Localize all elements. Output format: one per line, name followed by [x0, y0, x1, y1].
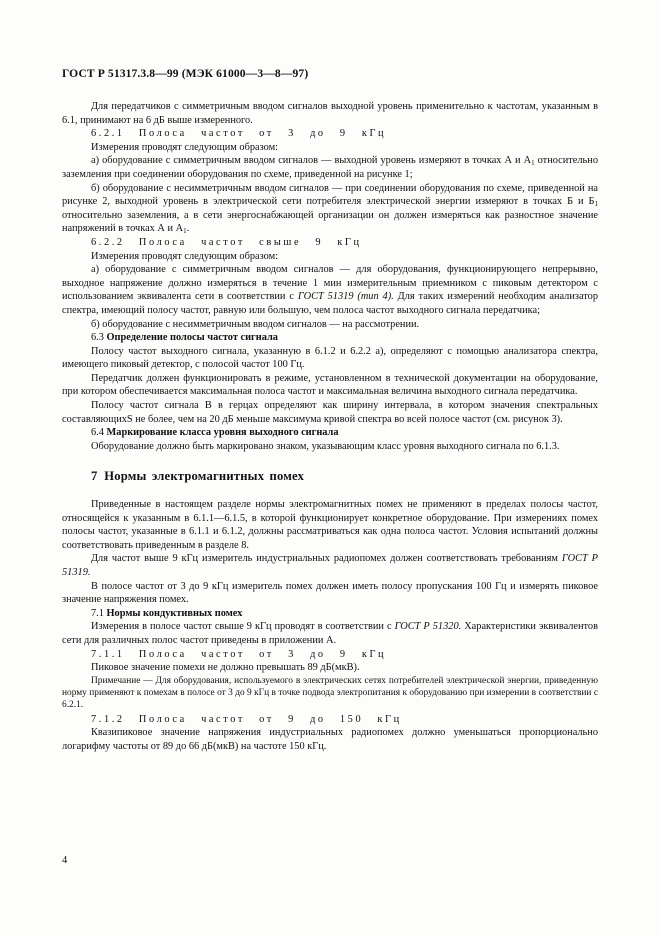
page-number: 4	[62, 855, 68, 866]
list-item-b: б) оборудование с несимметричным вводом сигналов — на рассмотрении.	[91, 318, 420, 330]
subsection-heading-6-2-2: 6.2.2 Полоса частот свыше 9 кГц	[91, 236, 362, 248]
paragraph: Для передатчиков с симметричным вводом сигналов выходной уровень применительно к частотам, указанным в 6.1, принимают на 6 дБ выше измеренного.	[62, 101, 598, 126]
standard-reference: ГОСТ Р 51320.	[394, 621, 462, 633]
note: Примечание — Для оборудования, используемого в электрических сетях потребителей электрической энергии, приведенную норму применяют к помехам в полосе от 3 до 9 кГц в точке подвода электропитания к оборудованию при измерении в соответствии с 6.2.1.	[62, 675, 598, 710]
paragraph: В полосе частот от 3 до 9 кГц измеритель помех должен иметь полосу пропускания 100 Гц и измерять пиковое значение напряжения помех.	[62, 580, 598, 606]
standard-reference: ГОСТ 51319 (тип 4).	[297, 291, 394, 303]
standard-reference: ГОСТ Р 51319.	[62, 553, 599, 578]
subsection-heading-6-2-1: 6.2.1 Полоса частот от 3 до 9 кГц	[91, 128, 387, 140]
paragraph: Оборудование должно быть маркировано знаком, указывающим класс уровня выходного сигнала по 6.1.3.	[91, 440, 560, 452]
paragraph: Квазипиковое значение напряжения индустриальных радиопомех должно уменьшаться пропорционально логарифму частоты от 89 до 66 дБ(мкВ) на частоте 150 кГц.	[62, 727, 598, 752]
document-header: ГОСТ Р 51317.3.8—99 (МЭК 61000—3—8—97)	[62, 67, 309, 80]
subsection-heading-7-1-2: 7.1.2 Полоса частот от 9 до 150 кГц	[91, 713, 402, 725]
paragraph: Измерения проводят следующим образом:	[91, 141, 279, 153]
subsection-heading-6-3: 6.3 Определение полосы частот сигнала	[91, 332, 278, 344]
list-item-a: а) оборудование с симметричным вводом сигналов — выходной уровень измеряют в точках А и $А_1$ относительно заземления при соединении оборудования по схеме, приведенной на рисунке 1;	[62, 155, 598, 180]
paragraph: Измерения в полосе частот свыше 9 кГц проводят в соответствии с ГОСТ Р 51320. Характеристики эквивалентов сети для различных полос частот приведены в приложении А.	[62, 621, 598, 646]
paragraph: Для частот выше 9 кГц измеритель индустриальных радиопомех должен соответствовать требованиям ГОСТ Р 51319.	[62, 553, 599, 578]
list-item-a: а) оборудование с симметричным вводом сигналов — для оборудования, функционирующего непрерывно, выходное напряжение должно измеряться в течение 1 мин измерительным приемником с пиковым детектором с использованием эквивалента сети в соответствии с ГОСТ 51319 (тип 4). Для таких измерений необходим анализатор спектра, имеющий полосу частот, равную или большую, чем полоса частот выходного сигнала передатчика;	[62, 264, 599, 316]
paragraph: Пиковое значение помехи не должно превышать 89 дБ(мкВ).	[91, 662, 360, 674]
section-7-heading: 7 Нормы электромагнитных помех	[91, 469, 305, 484]
subsection-heading-7-1-1: 7.1.1 Полоса частот от 3 до 9 кГц	[91, 648, 387, 660]
paragraph: Полосу частот сигнала В в герцах определяют как ширину интервала, в котором значения спектральных составляющихS не более, чем на 20 дБ меньше максимума кривой спектра во всей полосе частот (см. рисунок 3).	[62, 400, 598, 425]
paragraph: Полосу частот выходного сигнала, указанную в 6.1.2 и 6.2.2 а), определяют с помощью анализатора спектра, имеющего пиковый детектор, с полосой частот 100 Гц.	[62, 345, 598, 371]
paragraph: Приведенные в настоящем разделе нормы электромагнитных помех не применяют в пределах полосы частот, относящейся к указанным в 6.1.1—6.1.5, в которой функционирует конкретное оборудование. При измерениях помех полосы частот, указанные в 6.1.1 и 6.1.2, должны рассматриваться как одна полоса частот. Условия испытаний должны соответствовать приведенным в разделе 8.	[62, 499, 598, 551]
paragraph: Передатчик должен функционировать в режиме, установленном в технической документации на оборудование, при котором обеспечивается максимальная полоса частот и максимальная величина выходного сигнала передатчика.	[62, 372, 598, 398]
subsection-heading-6-4: 6.4 Маркирование класса уровня выходного сигнала	[91, 427, 339, 439]
list-item-b: б) оборудование с несимметричным вводом сигналов — при соединении оборудования по схеме, приведенной на рисунке 2, выходной уровень в электрической сети потребителя электрической энергии измеряют в точках Б и $Б_1$ относительно заземления, а в сети энергоснабжающей организации он должен измеряться как разностное значение напряжений в точках А и $А_1$.	[62, 182, 598, 236]
paragraph: Измерения проводят следующим образом:	[91, 250, 279, 262]
document-body	[62, 100, 598, 754]
subsection-heading-7-1: 7.1 Нормы кондуктивных помех	[91, 607, 243, 619]
